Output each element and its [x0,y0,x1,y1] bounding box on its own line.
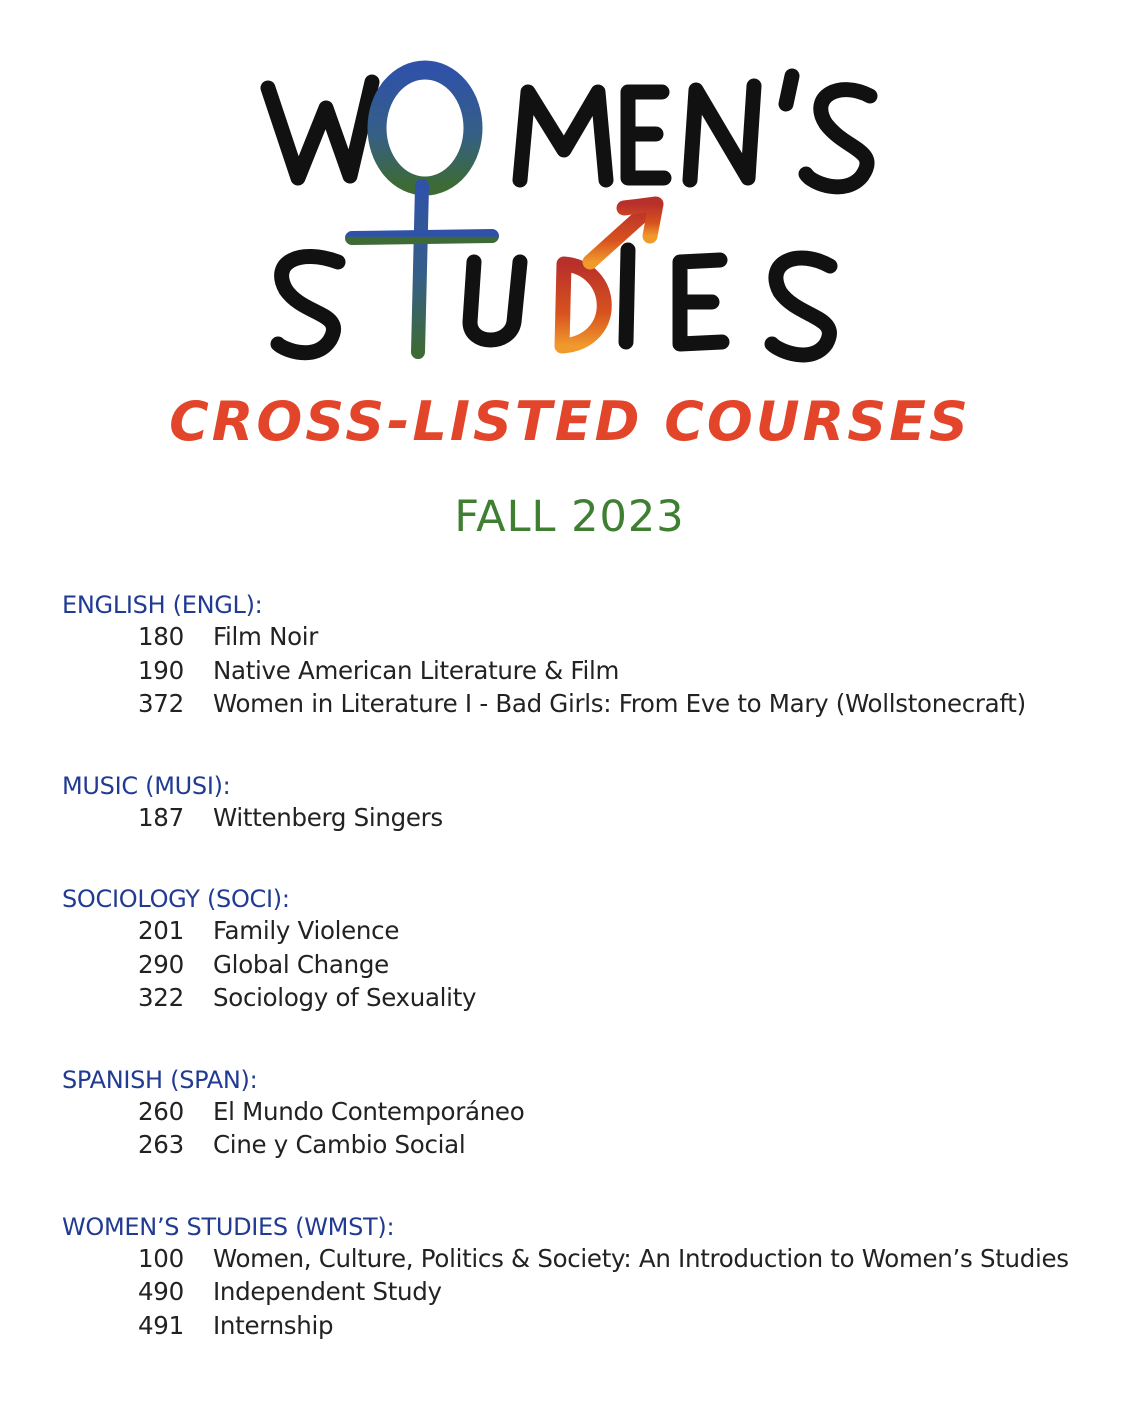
course-number: 372 [138,689,184,718]
course-number: 491 [138,1310,184,1340]
course-row [62,620,1122,654]
course-number: 190 [138,655,184,685]
course-number: 100 [138,1243,184,1273]
course-row [62,914,1122,948]
mars-symbol-icon [562,204,656,346]
course-row [62,687,1122,721]
course-listing [62,590,1122,1342]
course-number: 263 [138,1130,184,1159]
course-row [62,1242,1122,1276]
course-title: Women in Literature I - Bad Girls: From Eve to Mary (Wollstonecraft) [213,689,1026,718]
course-number: 290 [138,949,184,979]
department-name: WOMEN’S STUDIES (WMST): [62,1212,395,1241]
course-title: Film Noir [213,622,319,651]
department-name: SOCIOLOGY (SOCI): [62,885,290,913]
womens-studies-logo [0,0,1139,480]
course-title: Native American Literature & Film [213,655,620,685]
department-name: SPANISH (SPAN): [62,1065,258,1094]
logo-artwork [0,0,1139,480]
course-row [62,1128,1122,1162]
logo-line1-letters [268,76,870,187]
course-number: 201 [138,916,184,945]
course-title: Family Violence [213,916,400,945]
department-name: ENGLISH (ENGL): [62,591,263,619]
course-title: Internship [213,1310,334,1340]
course-row [62,1095,1122,1129]
course-row [62,654,1122,688]
course-title: Women, Culture, Politics & Society: An Introduction to Women’s Studies [213,1243,1069,1273]
course-row [62,1309,1122,1343]
course-title: Wittenberg Singers [213,802,443,832]
department-block [62,590,1122,721]
course-title: Cine y Cambio Social [213,1130,466,1159]
course-row [62,801,1122,835]
course-row [62,948,1122,982]
course-title: Independent Study [213,1277,442,1306]
course-number: 180 [138,622,184,651]
course-number: 322 [138,983,184,1012]
course-row [62,981,1122,1015]
course-number: 260 [138,1096,184,1126]
course-title: Global Change [213,949,389,979]
department-block [62,1065,1122,1162]
logo-line2-letters [278,250,830,355]
term-heading: FALL 2023 [454,492,685,542]
course-number: 490 [138,1277,184,1306]
department-block [62,884,1122,1015]
department-block [62,771,1122,835]
subtitle-cross-listed-courses: CROSS-LISTED COURSES [169,390,971,453]
course-number: 187 [138,802,184,832]
department-name: MUSIC (MUSI): [62,771,231,800]
department-block [62,1212,1122,1343]
course-title: El Mundo Contemporáneo [213,1096,525,1126]
course-title: Sociology of Sexuality [213,983,477,1012]
course-row [62,1275,1122,1309]
